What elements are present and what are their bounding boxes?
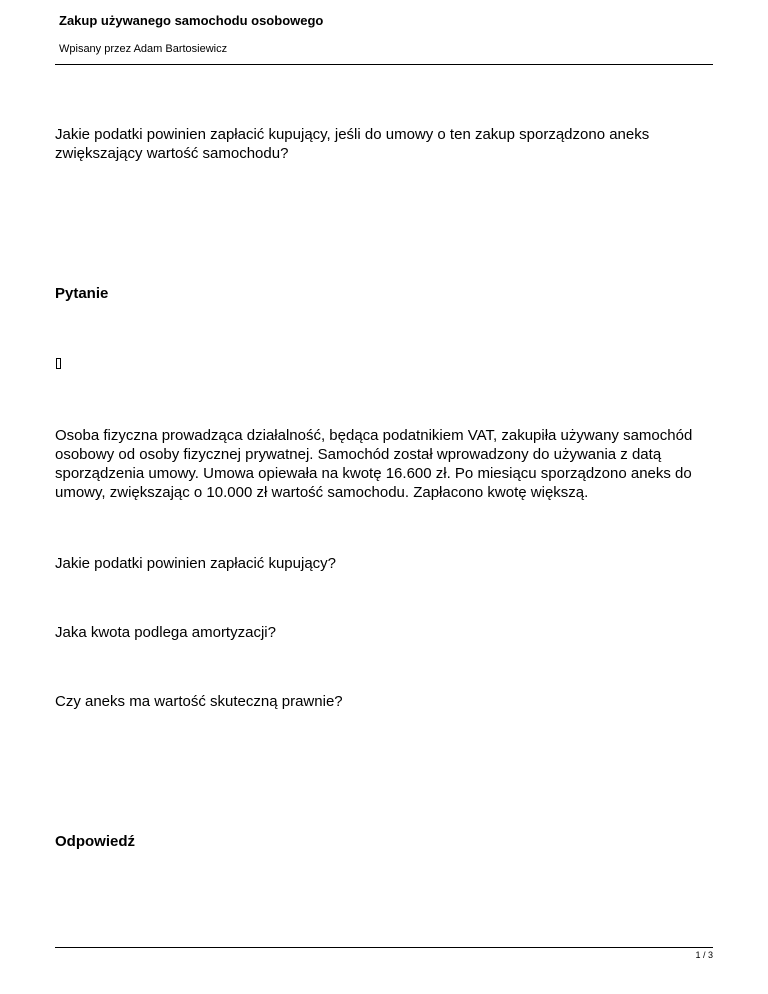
- header-divider: [55, 64, 713, 65]
- author-line: Wpisany przez Adam Bartosiewicz: [59, 43, 228, 55]
- question-heading: Pytanie: [55, 285, 109, 302]
- question-depreciation: Jaka kwota podlega amortyzacji?: [55, 624, 276, 641]
- page-number: 1 / 3: [695, 950, 713, 960]
- missing-glyph-icon: [56, 358, 61, 369]
- document-title: Zakup używanego samochodu osobowego: [59, 13, 324, 28]
- question-annex-validity: Czy aneks ma wartość skuteczną prawnie?: [55, 693, 343, 710]
- footer-divider: [55, 947, 713, 948]
- question-paragraph: Osoba fizyczna prowadząca działalność, będąca podatnikiem VAT, zakupiła używany samochód osobowy od osoby fizycznej prywatnej. Samochód został wprowadzony do używania z datą sporządzenia umowy. Umowa opiewała na kwotę 16.600 zł. Po miesiącu sporządzono aneks do umowy, zwiększając o 10.000 zł wartość samochodu. Zapłacono kwotę większą.: [55, 427, 693, 501]
- question-taxes: Jakie podatki powinien zapłacić kupujący?: [55, 555, 337, 572]
- intro-paragraph: Jakie podatki powinien zapłacić kupujący, jeśli do umowy o ten zakup sporządzono aneks zwiększający wartość samochodu?: [55, 126, 650, 162]
- answer-heading: Odpowiedź: [55, 833, 135, 850]
